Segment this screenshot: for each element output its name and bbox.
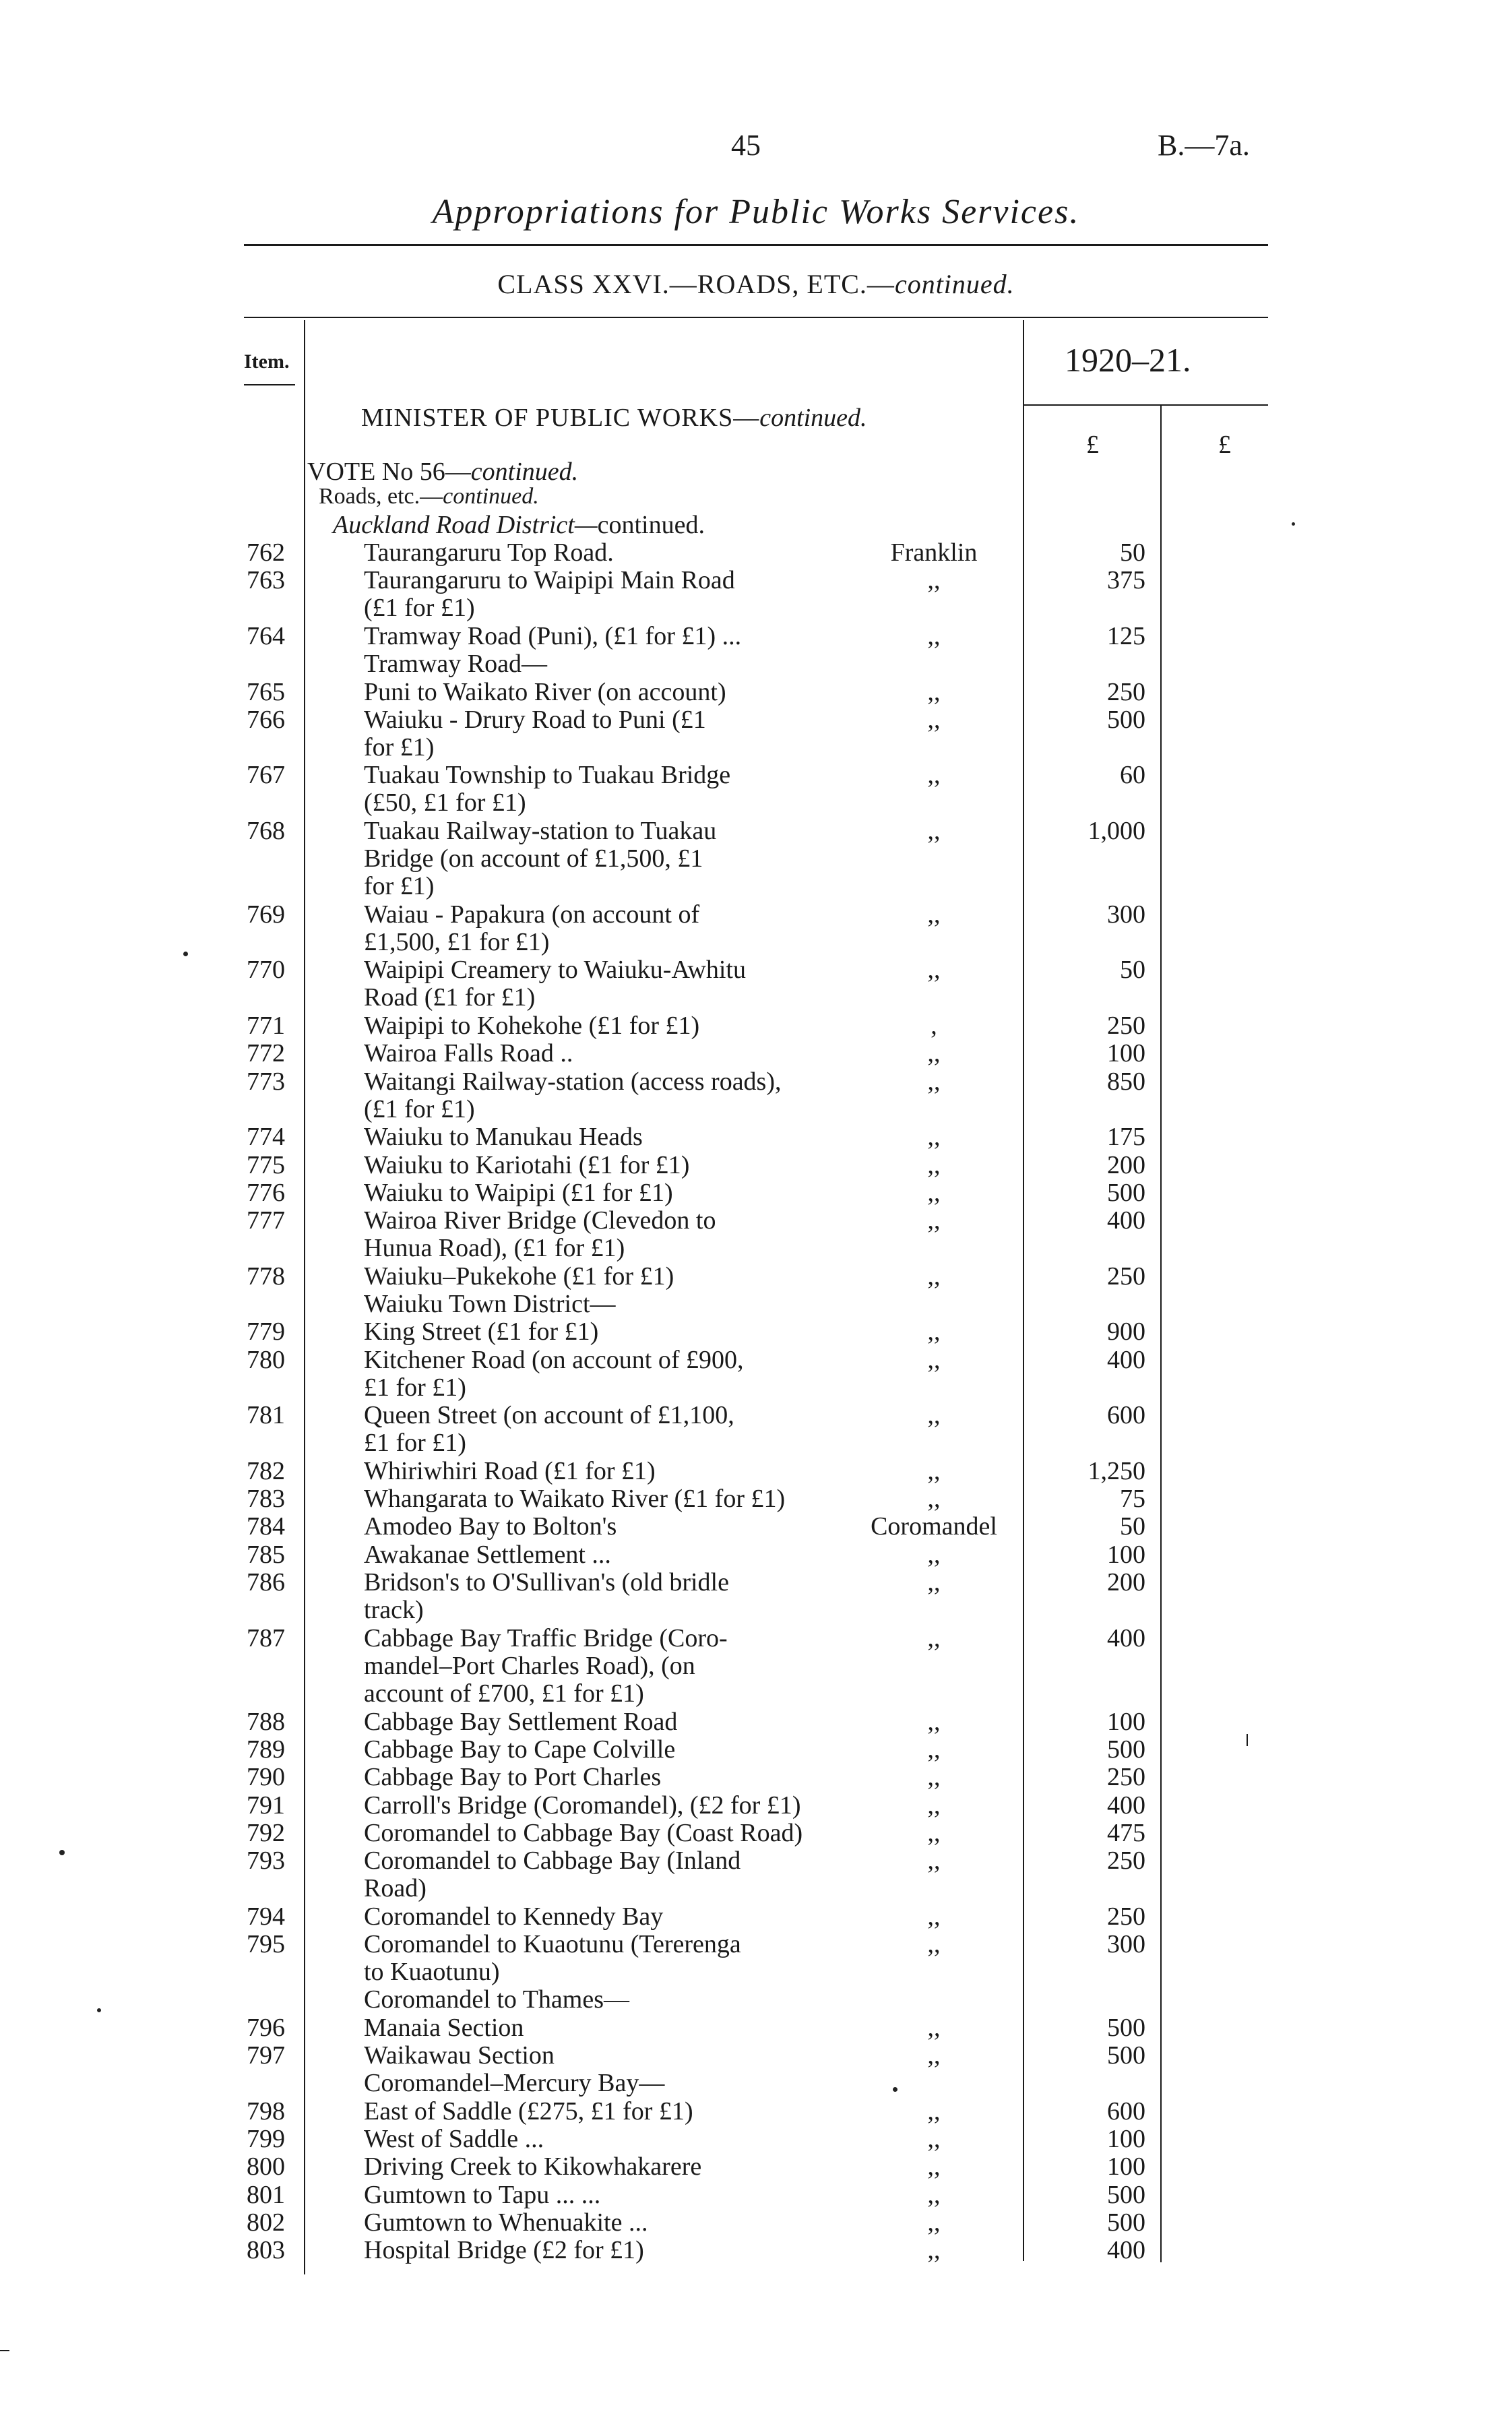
- item-number: 763: [247, 566, 285, 594]
- electorate: ,,: [927, 1039, 941, 1067]
- item-number: 801: [247, 2181, 285, 2209]
- amount: 300: [1107, 1930, 1145, 1958]
- item-number: 773: [247, 1067, 285, 1096]
- item-number: 768: [247, 817, 285, 845]
- amount: 475: [1107, 1819, 1145, 1847]
- vote-heading-continued: continued.: [470, 458, 579, 486]
- electorate: ,,: [927, 2097, 941, 2126]
- item-description: King Street (£1 for £1): [364, 1317, 599, 1346]
- amount: 100: [1107, 2125, 1145, 2153]
- item-number: 803: [247, 2236, 285, 2264]
- electorate: ,,: [927, 2208, 941, 2237]
- electorate: ,,: [927, 1735, 941, 1764]
- table-row: [0, 2098, 1512, 2126]
- item-number: 797: [247, 2041, 285, 2070]
- item-description: Waiuku to Kariotahi (£1 for £1): [364, 1151, 690, 1179]
- table-row: [0, 1541, 1512, 1569]
- item-description: Wairoa Falls Road ..: [364, 1039, 573, 1067]
- roads-heading-continued: continued.: [443, 484, 539, 509]
- electorate: ,,: [927, 1123, 941, 1151]
- item-number: 784: [247, 1512, 285, 1541]
- table-row: [0, 567, 1512, 623]
- table-row: [0, 1263, 1512, 1319]
- item-description: Waipipi Creamery to Waiuku-Awhitu Road (£1 for £1): [364, 956, 746, 1012]
- item-description: Queen Street (on account of £1,100, £1 for £1): [364, 1401, 734, 1457]
- amount: 850: [1107, 1067, 1145, 1096]
- amount: 400: [1107, 2236, 1145, 2264]
- amount: 125: [1107, 622, 1145, 650]
- amount: 100: [1107, 1541, 1145, 1569]
- amount: 500: [1107, 2014, 1145, 2042]
- item-number: 766: [247, 706, 285, 734]
- item-description: Waiuku - Drury Road to Puni (£1 for £1): [364, 706, 706, 762]
- item-number: 796: [247, 2014, 285, 2042]
- item-description: Waitangi Railway-station (access roads), (£1 for £1): [364, 1067, 782, 1123]
- table-row: [0, 1931, 1512, 2014]
- item-description: Coromandel to Cabbage Bay (Inland Road): [364, 1847, 741, 1902]
- item-description: Tuakau Railway-station to Tuakau Bridge (on account of £1,500, £1 for £1): [364, 817, 717, 900]
- item-number: 770: [247, 956, 285, 984]
- item-description: Cabbage Bay to Cape Colville: [364, 1735, 676, 1764]
- table-row: [0, 1458, 1512, 1485]
- item-number: 799: [247, 2125, 285, 2153]
- electorate: ,,: [927, 1457, 941, 1485]
- amount: 50: [1120, 1512, 1145, 1541]
- item-number: 790: [247, 1763, 285, 1791]
- document-reference: B.—7a.: [1158, 129, 1250, 162]
- amount: 200: [1107, 1151, 1145, 1179]
- table-row: [0, 2153, 1512, 2181]
- electorate: ,,: [927, 761, 941, 789]
- item-number: 802: [247, 2208, 285, 2237]
- roads-heading-text: Roads, etc.—: [319, 484, 443, 509]
- amount: 250: [1107, 1902, 1145, 1931]
- electorate: ,,: [927, 566, 941, 594]
- table-row: [0, 2209, 1512, 2237]
- table-row: [0, 1764, 1512, 1791]
- electorate: ,,: [927, 2181, 941, 2209]
- item-number: 781: [247, 1401, 285, 1429]
- item-description: Carroll's Bridge (Coromandel), (£2 for £1): [364, 1791, 801, 1820]
- district-heading: [333, 510, 705, 540]
- item-description: Waiau - Papakura (on account of £1,500, £1 for £1): [364, 900, 700, 956]
- table-row: [0, 1068, 1512, 1124]
- item-number: 792: [247, 1819, 285, 1847]
- item-description: Cabbage Bay Settlement Road: [364, 1708, 678, 1736]
- item-number: 783: [247, 1485, 285, 1513]
- item-number: 785: [247, 1541, 285, 1569]
- year-column-header: 1920–21.: [1065, 341, 1191, 379]
- district-heading-text: Auckland Road District—: [333, 511, 598, 539]
- electorate: ,,: [927, 1930, 941, 1958]
- item-number: 775: [247, 1151, 285, 1179]
- table-row: [0, 1207, 1512, 1263]
- amount: 1,250: [1088, 1457, 1145, 1485]
- item-number: 794: [247, 1902, 285, 1931]
- class-heading-continued: continued.: [894, 269, 1015, 299]
- amount: 50: [1120, 538, 1145, 567]
- amount: 250: [1107, 678, 1145, 706]
- item-number: 780: [247, 1346, 285, 1374]
- table-row: [0, 1012, 1512, 1040]
- item-number: 778: [247, 1262, 285, 1291]
- electorate: ,,: [927, 2014, 941, 2042]
- table-row: [0, 1569, 1512, 1625]
- item-number: 779: [247, 1317, 285, 1346]
- electorate: ,,: [927, 1847, 941, 1875]
- item-description: Waipipi to Kohekohe (£1 for £1): [364, 1012, 700, 1040]
- item-number: 795: [247, 1930, 285, 1958]
- table-row: [0, 2014, 1512, 2042]
- district-heading-continued: continued.: [597, 511, 705, 539]
- vote-heading-text: VOTE No 56—: [307, 458, 471, 486]
- item-description: Cabbage Bay Traffic Bridge (Coro- mandel–Port Charles Road), (on account of £700, £1 for £1): [364, 1624, 728, 1708]
- item-description: East of Saddle (£275, £1 for £1): [364, 2097, 693, 2126]
- amount: 600: [1107, 1401, 1145, 1429]
- stray-mark: [893, 2087, 897, 2092]
- item-description: Tramway Road (Puni), (£1 for £1) ... Tramway Road—: [364, 622, 742, 678]
- amount: 500: [1107, 1735, 1145, 1764]
- electorate: ,,: [927, 1262, 941, 1291]
- electorate: ,,: [927, 1708, 941, 1736]
- electorate: ,,: [927, 1179, 941, 1207]
- table-row: [0, 539, 1512, 567]
- table-row: [0, 2237, 1512, 2264]
- amount: 400: [1107, 1206, 1145, 1235]
- item-description: Waikawau Section Coromandel–Mercury Bay—: [364, 2041, 665, 2097]
- item-number: 791: [247, 1791, 285, 1820]
- electorate: ,,: [927, 817, 941, 845]
- title-rule: [244, 244, 1268, 246]
- item-number: 765: [247, 678, 285, 706]
- electorate: ,,: [927, 1791, 941, 1820]
- item-column-header: Item.: [244, 350, 290, 373]
- electorate: ,,: [927, 622, 941, 650]
- electorate: ,,: [927, 706, 941, 734]
- electorate: Franklin: [890, 538, 978, 567]
- table-row: [0, 901, 1512, 957]
- item-description: Puni to Waikato River (on account): [364, 678, 726, 706]
- year-header-underline: [1023, 404, 1268, 406]
- amount: 500: [1107, 2181, 1145, 2209]
- electorate: ,,: [927, 1151, 941, 1179]
- item-description: Cabbage Bay to Port Charles: [364, 1763, 662, 1791]
- item-description: West of Saddle ...: [364, 2125, 544, 2153]
- item-number: 788: [247, 1708, 285, 1736]
- electorate: ,,: [927, 678, 941, 706]
- electorate: ,,: [927, 1346, 941, 1374]
- amount: 50: [1120, 956, 1145, 984]
- amount: 175: [1107, 1123, 1145, 1151]
- stray-mark: [1292, 522, 1295, 526]
- electorate: ,,: [927, 900, 941, 929]
- item-description: Taurangaruru to Waipipi Main Road (£1 for £1): [364, 566, 735, 622]
- electorate: ,,: [927, 956, 941, 984]
- table-row: [0, 1513, 1512, 1541]
- stray-mark: [183, 952, 188, 956]
- item-description: Waiuku to Manukau Heads: [364, 1123, 643, 1151]
- item-description: Whangarata to Waikato River (£1 for £1): [364, 1485, 786, 1513]
- amount: 250: [1107, 1763, 1145, 1791]
- amount: 100: [1107, 1708, 1145, 1736]
- roads-heading: [319, 484, 539, 509]
- table-row: [0, 2042, 1512, 2098]
- amount: 75: [1120, 1485, 1145, 1513]
- item-number: 764: [247, 622, 285, 650]
- electorate: ,,: [927, 1541, 941, 1569]
- item-number: 767: [247, 761, 285, 789]
- amount: 500: [1107, 706, 1145, 734]
- electorate: ,,: [927, 1485, 941, 1513]
- table-row: [0, 1123, 1512, 1151]
- table-row: [0, 1346, 1512, 1402]
- electorate: ,,: [927, 1902, 941, 1931]
- amount: 500: [1107, 2041, 1145, 2070]
- item-description: Gumtown to Tapu ... ...: [364, 2181, 601, 2209]
- currency-symbol-2: £: [1218, 431, 1231, 459]
- item-description: Driving Creek to Kikowhakarere: [364, 2152, 702, 2181]
- electorate: Coromandel: [871, 1512, 997, 1541]
- amount: 250: [1107, 1012, 1145, 1040]
- table-row: [0, 1820, 1512, 1847]
- electorate: ,,: [927, 2236, 941, 2264]
- vote-heading: [307, 457, 578, 487]
- item-number: 786: [247, 1568, 285, 1596]
- table-row: [0, 1040, 1512, 1067]
- item-number: 793: [247, 1847, 285, 1875]
- electorate: ,,: [927, 1401, 941, 1429]
- electorate: ,,: [927, 2152, 941, 2181]
- amount: 600: [1107, 2097, 1145, 2126]
- table-top-rule: [244, 317, 1268, 318]
- amount: 375: [1107, 566, 1145, 594]
- item-description: Waiuku–Pukekohe (£1 for £1) Waiuku Town District—: [364, 1262, 674, 1318]
- table-row: [0, 762, 1512, 817]
- electorate: ,,: [927, 1624, 941, 1652]
- table-row: [0, 1847, 1512, 1903]
- amount: 500: [1107, 2208, 1145, 2237]
- table-row: [0, 1485, 1512, 1513]
- amount: 100: [1107, 2152, 1145, 2181]
- amount: 200: [1107, 1568, 1145, 1596]
- class-heading: [0, 268, 1512, 300]
- table-row: [0, 817, 1512, 901]
- table-row: [0, 1625, 1512, 1708]
- stray-mark: [97, 2008, 101, 2012]
- electorate: ,,: [927, 1206, 941, 1235]
- page-number: 45: [731, 129, 761, 162]
- table-row: [0, 1736, 1512, 1764]
- item-number: 777: [247, 1206, 285, 1235]
- electorate: ,,: [927, 2125, 941, 2153]
- table-row: [0, 1318, 1512, 1346]
- item-description: Coromandel to Kennedy Bay: [364, 1902, 664, 1931]
- amount: 900: [1107, 1317, 1145, 1346]
- item-number: 787: [247, 1624, 285, 1652]
- item-description: Taurangaruru Top Road.: [364, 538, 614, 567]
- minister-heading: [361, 403, 867, 433]
- minister-heading-continued: continued.: [759, 404, 867, 432]
- class-heading-text: CLASS XXVI.—ROADS, ETC.—: [497, 269, 895, 299]
- table-row: [0, 1402, 1512, 1458]
- item-description: Tuakau Township to Tuakau Bridge (£50, £1 for £1): [364, 761, 731, 817]
- currency-symbol-1: £: [1086, 431, 1099, 459]
- item-number: 774: [247, 1123, 285, 1151]
- table-row: [0, 2126, 1512, 2153]
- item-description: Whiriwhiri Road (£1 for £1): [364, 1457, 656, 1485]
- stray-mark: [1247, 1734, 1248, 1746]
- table-row: [0, 1179, 1512, 1207]
- item-description: Wairoa River Bridge (Clevedon to Hunua Road), (£1 for £1): [364, 1206, 716, 1262]
- item-description: Kitchener Road (on account of £900, £1 for £1): [364, 1346, 744, 1402]
- item-description: Gumtown to Whenuakite ...: [364, 2208, 648, 2237]
- item-number: 800: [247, 2152, 285, 2181]
- amount: 500: [1107, 1179, 1145, 1207]
- amount: 100: [1107, 1039, 1145, 1067]
- amount: 250: [1107, 1262, 1145, 1291]
- item-number: 771: [247, 1012, 285, 1040]
- amount: 1,000: [1088, 817, 1145, 845]
- table-row: [0, 1708, 1512, 1736]
- table-row: [0, 706, 1512, 762]
- item-number: 769: [247, 900, 285, 929]
- item-description: Hospital Bridge (£2 for £1): [364, 2236, 644, 2264]
- table-row: [0, 623, 1512, 679]
- table-row: [0, 679, 1512, 706]
- amount: 300: [1107, 900, 1145, 929]
- item-number: 762: [247, 538, 285, 567]
- item-description: Bridson's to O'Sullivan's (old bridle track): [364, 1568, 729, 1624]
- electorate: ,,: [927, 1819, 941, 1847]
- amount: 400: [1107, 1624, 1145, 1652]
- stray-mark: [0, 2350, 9, 2351]
- item-number: 782: [247, 1457, 285, 1485]
- table-row: [0, 1792, 1512, 1820]
- item-description: Awakanae Settlement ...: [364, 1541, 611, 1569]
- amount: 60: [1120, 761, 1145, 789]
- item-number: 776: [247, 1179, 285, 1207]
- item-number: 798: [247, 2097, 285, 2126]
- item-number: 772: [247, 1039, 285, 1067]
- table-row: [0, 956, 1512, 1012]
- electorate: ,,: [927, 1067, 941, 1096]
- table-row: [0, 2181, 1512, 2209]
- item-description: Manaia Section: [364, 2014, 524, 2042]
- electorate: ,,: [927, 1763, 941, 1791]
- item-header-underline: [244, 384, 295, 385]
- page-title: Appropriations for Public Works Services.: [432, 193, 1080, 231]
- item-description: Waiuku to Waipipi (£1 for £1): [364, 1179, 673, 1207]
- item-description: Amodeo Bay to Bolton's: [364, 1512, 617, 1541]
- electorate: ,,: [927, 1317, 941, 1346]
- amount: 250: [1107, 1847, 1145, 1875]
- amount: 400: [1107, 1346, 1145, 1374]
- item-description: Coromandel to Cabbage Bay (Coast Road): [364, 1819, 803, 1847]
- minister-heading-text: MINISTER OF PUBLIC WORKS—: [361, 404, 760, 432]
- table-row: [0, 1152, 1512, 1179]
- item-description: Coromandel to Kuaotunu (Tererenga to Kuaotunu) Coromandel to Thames—: [364, 1930, 741, 2014]
- amount: 400: [1107, 1791, 1145, 1820]
- electorate: ,,: [927, 2041, 941, 2070]
- item-number: 789: [247, 1735, 285, 1764]
- electorate: ,: [931, 1012, 937, 1040]
- table-row: [0, 1903, 1512, 1931]
- electorate: ,,: [927, 1568, 941, 1596]
- stray-mark: [59, 1850, 65, 1855]
